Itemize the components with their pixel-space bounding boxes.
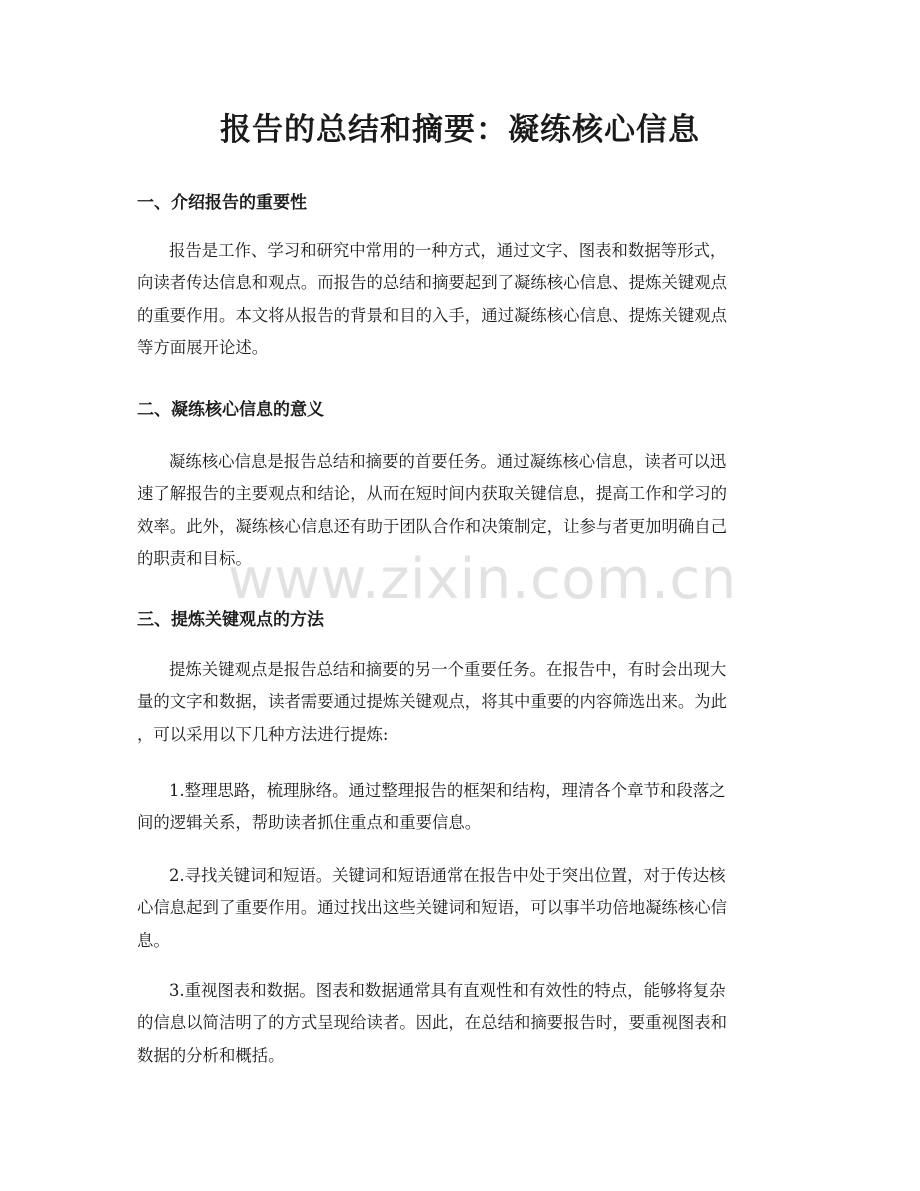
- paragraph-line: 1.整理思路，梳理脉络。通过整理报告的框架和结构，理清各个章节和段落之: [169, 781, 726, 800]
- paragraph-line: 数据的分析和概括。: [137, 1045, 285, 1065]
- paragraph-line: 提炼关键观点是报告总结和摘要的另一个重要任务。在报告中，有时会出现大: [169, 660, 727, 679]
- page-title: 报告的总结和摘要：凝练核心信息: [220, 112, 700, 148]
- section-heading-3: 三、提炼关键观点的方法: [137, 610, 324, 630]
- paragraph-line: 心信息起到了重要作用。通过找出这些关键词和短语，可以事半功倍地凝练核心信: [137, 898, 728, 918]
- paragraph-line: ，可以采用以下几种方法进行提炼:: [137, 724, 389, 744]
- paragraph-line: 向读者传达信息和观点。而报告的总结和摘要起到了凝练核心信息、提炼关键观点: [137, 273, 728, 293]
- paragraph-line: 凝练核心信息是报告总结和摘要的首要任务。通过凝练核心信息，读者可以迅: [169, 452, 727, 471]
- paragraph-line: 息。: [137, 930, 170, 950]
- watermark-text: www.zixin.com.cn: [228, 547, 737, 612]
- section-1-paragraph-1: [137, 235, 787, 364]
- paragraph-line: 量的文字和数据，读者需要通过提炼关键观点，将其中重要的内容筛选出来。为此: [137, 692, 728, 712]
- paragraph-line: 3.重视图表和数据。图表和数据通常具有直观性和有效性的特点，能够将复杂: [169, 981, 726, 1000]
- section-heading-2: 二、凝练核心信息的意义: [137, 400, 324, 420]
- method-item-3: [137, 975, 787, 1072]
- paragraph-line: 等方面展开论述。: [137, 337, 269, 357]
- method-item-1: [137, 775, 787, 840]
- paragraph-line: 间的逻辑关系，帮助读者抓住重点和重要信息。: [137, 813, 482, 833]
- paragraph-line: 的信息以简洁明了的方式呈现给读者。因此，在总结和摘要报告时，要重视图表和: [137, 1013, 728, 1033]
- paragraph-line: 的重要作用。本文将从报告的背景和目的入手，通过凝练核心信息、提炼关键观点: [137, 305, 728, 325]
- paragraph-line: 效率。此外，凝练核心信息还有助于团队合作和决策制定，让参与者更加明确自己: [137, 516, 728, 536]
- section-2-paragraph-1: [137, 446, 787, 575]
- paragraph-line: 报告是工作、学习和研究中常用的一种方式，通过文字、图表和数据等形式，: [169, 241, 727, 260]
- paragraph-line: 2.寻找关键词和短语。关键词和短语通常在报告中处于突出位置，对于传达核: [169, 866, 726, 885]
- section-3-paragraph-1: [137, 654, 787, 751]
- paragraph-line: 的职责和目标。: [137, 548, 252, 568]
- paragraph-line: 速了解报告的主要观点和结论，从而在短时间内获取关键信息，提高工作和学习的: [137, 484, 728, 504]
- section-heading-1: 一、介绍报告的重要性: [137, 193, 307, 213]
- method-item-2: [137, 860, 787, 957]
